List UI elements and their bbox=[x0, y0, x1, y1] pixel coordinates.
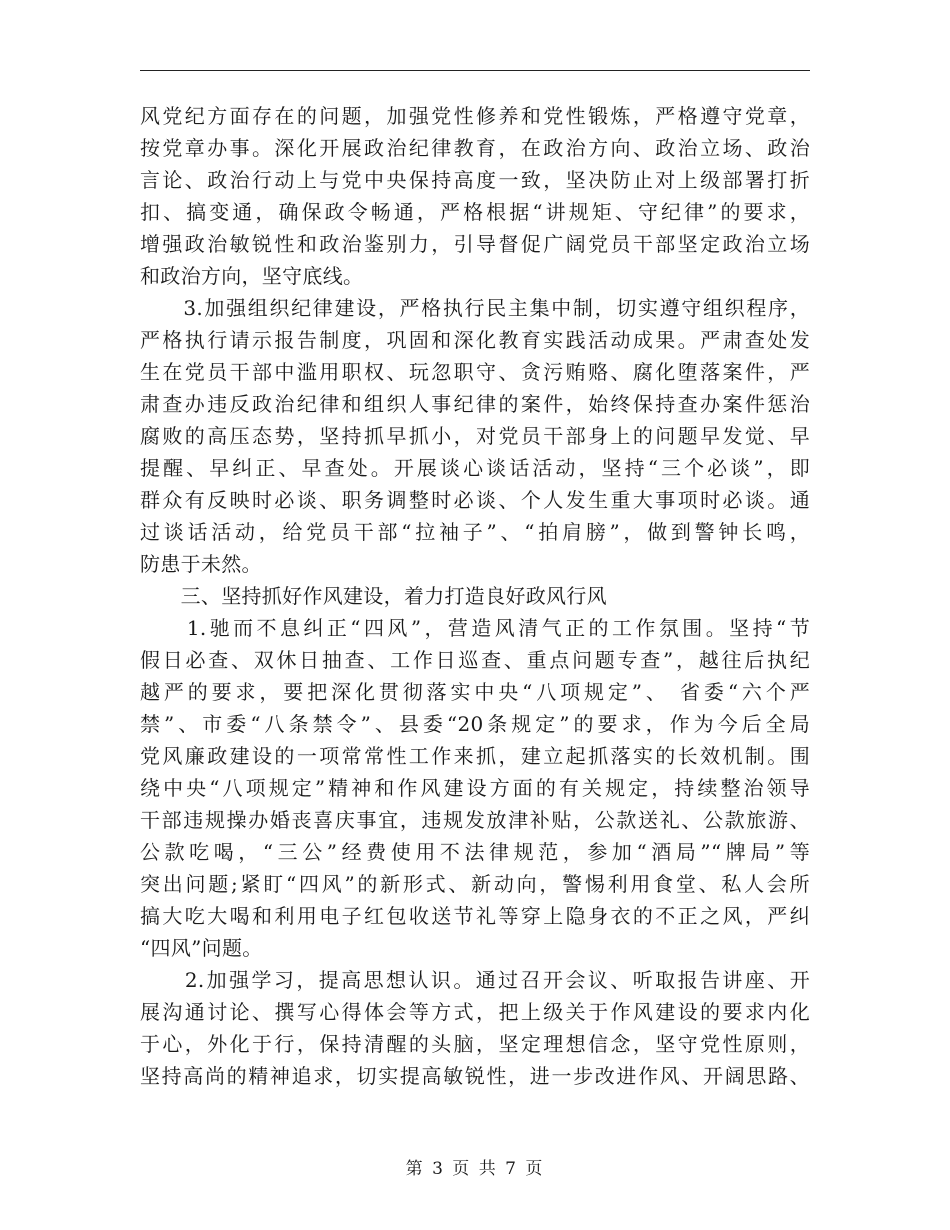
text-line: 禁”、市委“八条禁令”、县委“20条规定”的要求，作为今后全局 bbox=[140, 712, 810, 736]
text-line: 防患于未然。 bbox=[140, 552, 262, 576]
text-line: 三、坚持抓好作风建设，着力打造良好政风行风 bbox=[140, 584, 607, 608]
text-line: 腐败的高压态势，坚持抓早抓小，对党员干部身上的问题早发觉、早 bbox=[140, 424, 810, 448]
text-line: 风党纪方面存在的问题，加强党性修养和党性锻炼，严格遵守党章， bbox=[140, 104, 810, 128]
text-line: 突出问题;紧盯“四风”的新形式、新动向，警惕利用食堂、私人会所 bbox=[140, 872, 810, 896]
text-line: 扣、搞变通，确保政令畅通，严格根据“讲规矩、守纪律”的要求， bbox=[140, 200, 810, 224]
text-line: 群众有反映时必谈、职务调整时必谈、个人发生重大事项时必谈。通 bbox=[140, 488, 810, 512]
text-line: 1.驰而不息纠正“四风”，营造风清气正的工作氛围。坚持“节 bbox=[140, 616, 810, 640]
text-line: 坚持高尚的精神追求，切实提高敏锐性，进一步改进作风、开阔思路、 bbox=[140, 1064, 810, 1088]
text-line: 公款吃喝，“三公”经费使用不法律规范，参加“酒局”“牌局”等 bbox=[140, 840, 810, 864]
text-line: 绕中央“八项规定”精神和作风建设方面的有关规定，持续整治领导 bbox=[140, 776, 810, 800]
text-line: 言论、政治行动上与党中央保持高度一致，坚决防止对上级部署打折 bbox=[140, 168, 810, 192]
text-line: 展沟通讨论、撰写心得体会等方式，把上级关于作风建设的要求内化 bbox=[140, 1000, 810, 1024]
text-line: 搞大吃大喝和利用电子红包收送节礼等穿上隐身衣的不正之风，严纠 bbox=[140, 904, 810, 928]
text-line: 按党章办事。深化开展政治纪律教育，在政治方向、政治立场、政治 bbox=[140, 136, 810, 160]
text-line: 提醒、早纠正、早查处。开展谈心谈话活动，坚持“三个必谈”，即 bbox=[140, 456, 810, 480]
text-line: 假日必查、双休日抽查、工作日巡查、重点问题专查”，越往后执纪 bbox=[140, 648, 810, 672]
text-line: 3.加强组织纪律建设，严格执行民主集中制，切实遵守组织程序， bbox=[140, 296, 810, 320]
document-body bbox=[140, 100, 810, 1092]
text-line: “四风”问题。 bbox=[140, 936, 263, 960]
text-line: 干部违规操办婚丧喜庆事宜，违规发放津补贴，公款送礼、公款旅游、 bbox=[140, 808, 810, 832]
text-line: 2.加强学习，提高思想认识。通过召开会议、听取报告讲座、开 bbox=[140, 968, 810, 992]
text-line: 增强政治敏锐性和政治鉴别力，引导督促广阔党员干部坚定政治立场 bbox=[140, 232, 810, 256]
text-line: 越严的要求，要把深化贯彻落实中央“八项规定”、 省委“六个严 bbox=[140, 680, 810, 704]
text-line: 严格执行请示报告制度，巩固和深化教育实践活动成果。严肃查处发 bbox=[140, 328, 810, 352]
text-line: 和政治方向，坚守底线。 bbox=[140, 264, 364, 288]
page-number: 第 3 页 共 7 页 bbox=[405, 1159, 545, 1179]
text-line: 过谈话活动，给党员干部“拉袖子”、“拍肩膀”，做到警钟长鸣， bbox=[140, 520, 810, 544]
header-rule bbox=[140, 70, 810, 71]
text-line: 生在党员干部中滥用职权、玩忽职守、贪污贿赂、腐化堕落案件，严 bbox=[140, 360, 810, 384]
text-line: 党风廉政建设的一项常常性工作来抓，建立起抓落实的长效机制。围 bbox=[140, 744, 810, 768]
text-line: 于心，外化于行，保持清醒的头脑，坚定理想信念，坚守党性原则， bbox=[140, 1032, 810, 1056]
text-line: 肃查办违反政治纪律和组织人事纪律的案件，始终保持查办案件惩治 bbox=[140, 392, 810, 416]
